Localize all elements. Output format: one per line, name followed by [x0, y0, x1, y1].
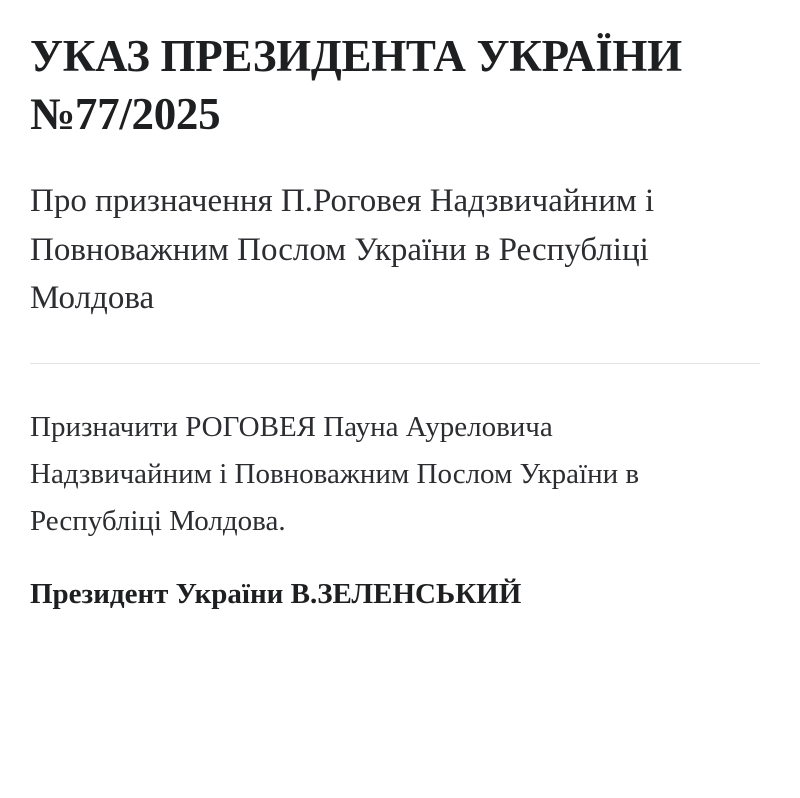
signature-line: Президент України В.ЗЕЛЕНСЬКИЙ	[30, 577, 522, 610]
body-paragraph: Призначити РОГОВЕЯ Пауна Ауреловича Надзвичайним і Повноважним Послом України в Республіці Молдова.	[30, 410, 640, 537]
page-title: УКАЗ ПРЕЗИДЕНТА УКРАЇНИ №77/2025	[30, 31, 682, 139]
document-body	[30, 404, 770, 545]
section-divider	[30, 363, 760, 364]
document-subject: Про призначення П.Роговея Надзвичайним і Повноважним Послом України в Республіці Молдова	[30, 183, 655, 317]
